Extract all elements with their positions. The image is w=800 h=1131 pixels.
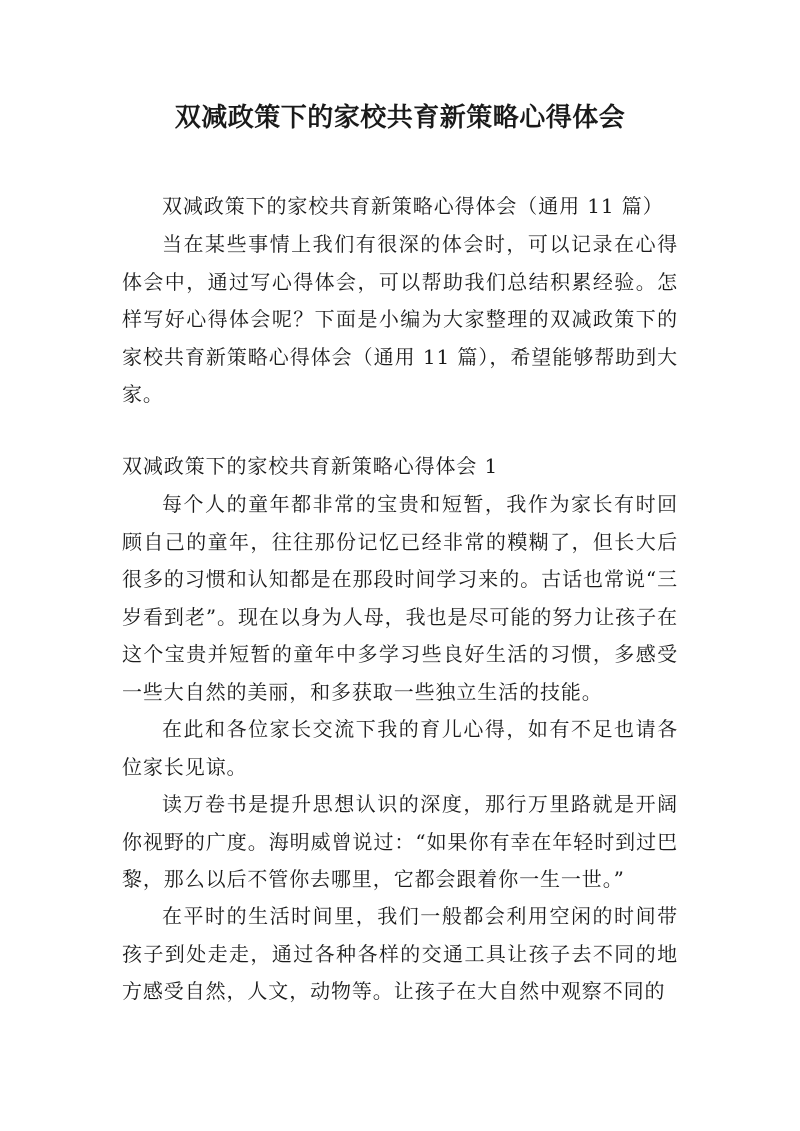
- intro-paragraph: 当在某些事情上我们有很深的体会时，可以记录在心得体会中，通过写心得体会，可以帮助我们总结积累经验。怎样写好心得体会呢？下面是小编为大家整理的双减政策下的家校共育新策略心得体会（通用 11 篇），希望能够帮助到大家。: [122, 232, 678, 406]
- body-paragraph: 每个人的童年都非常的宝贵和短暂，我作为家长有时回顾自己的童年，往往那份记忆已经非常的糢糊了，但长大后很多的习惯和认知都是在那段时间学习来的。古话也常说“三岁看到老”。现在以身为人母，我也是尽可能的努力让孩子在这个宝贵并短暂的童年中多学习些良好生活的习惯，多感受一些大自然的美丽，和多获取一些独立生活的技能。: [122, 492, 678, 704]
- intro-heading: 双减政策下的家校共育新策略心得体会（通用 11 篇）: [162, 194, 664, 218]
- body-paragraph: 在此和各位家长交流下我的育儿心得，如有不足也请各位家长见谅。: [122, 717, 678, 779]
- section-heading: 双减政策下的家校共育新策略心得体会 1: [122, 454, 499, 478]
- body-paragraph: 在平时的生活时间里，我们一般都会利用空闲的时间带孩子到处走走，通过各种各样的交通工具让孩子去不同的地方感受自然，人文，动物等。让孩子在大自然中观察不同的: [122, 904, 678, 1003]
- body-paragraph: 读万卷书是提升思想认识的深度，那行万里路就是开阔你视野的广度。海明威曾说过：“如果你有幸在年轻时到过巴黎，那么以后不管你去哪里，它都会跟着你一生一世。”: [122, 792, 678, 891]
- document-title: 双减政策下的家校共育新策略心得体会: [174, 103, 626, 133]
